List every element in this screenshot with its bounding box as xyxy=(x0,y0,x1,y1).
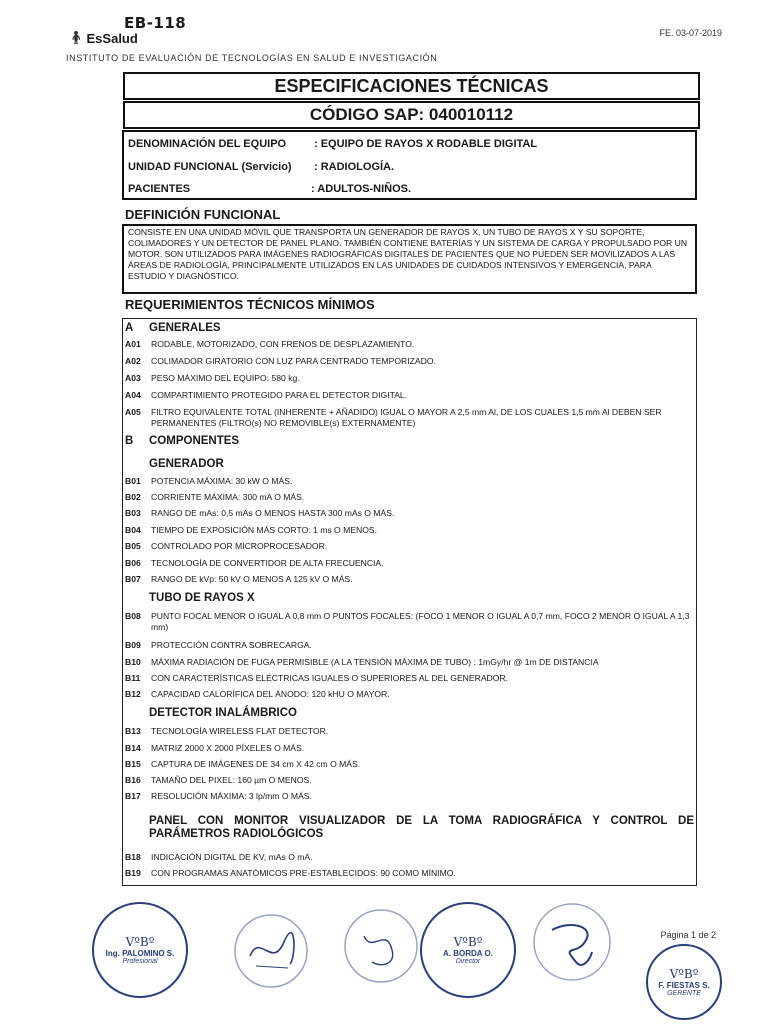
equipment-row xyxy=(128,138,538,150)
patients-value: : ADULTOS-NIÑOS. xyxy=(311,183,412,195)
people-icon: 🧍︎ xyxy=(68,30,84,45)
equipment-label: DENOMINACIÓN DEL EQUIPO xyxy=(128,138,287,150)
essalud-logo xyxy=(68,30,138,46)
approval-stamp: VºBº Ing. PALOMINO S. Profesional xyxy=(92,902,188,998)
sap-code: CÓDIGO SAP: 040010112 xyxy=(123,101,700,129)
detector-title: DETECTOR INALÁMBRICO xyxy=(149,707,298,719)
page-number: Página 1 de 2 xyxy=(660,930,716,940)
section-b-letter: B xyxy=(125,435,134,447)
section-a-title: GENERALES xyxy=(149,322,221,334)
unit-row xyxy=(128,161,395,173)
equipment-info-box xyxy=(122,130,697,200)
section-a-letter: A xyxy=(125,322,134,334)
patients-label: PACIENTES xyxy=(128,183,191,195)
tube-title: TUBO DE RAYOS X xyxy=(149,592,255,604)
patients-row xyxy=(128,183,412,195)
signature-seal xyxy=(342,906,420,986)
document-date: FE. 03-07-2019 xyxy=(659,28,722,38)
brand-name: EsSalud xyxy=(86,30,138,46)
signature-seal xyxy=(232,912,310,990)
requirements-heading: REQUERIMIENTOS TÉCNICOS MÍNIMOS xyxy=(125,297,375,312)
page-title: ESPECIFICACIONES TÉCNICAS xyxy=(123,72,700,100)
institute-name: INSTITUTO DE EVALUACIÓN DE TECNOLOGÍAS EN SALUD E INVESTIGACIÓN xyxy=(66,53,438,63)
unit-label: UNIDAD FUNCIONAL (Servicio) xyxy=(128,161,292,173)
panel-title: PANEL CON MONITOR VISUALIZADOR DE LA TOMA RADIOGRÁFICA Y CONTROL DE PARÁMETROS RADIOLÓGICOS xyxy=(149,815,694,840)
definition-heading: DEFINICIÓN FUNCIONAL xyxy=(125,207,281,222)
document-code: EB-118 xyxy=(124,14,187,32)
unit-value: : RADIOLOGÍA. xyxy=(314,161,395,173)
requirements-box: A GENERALES A01 RODABLE, MOTORIZADO, CON FRENOS DE DESPLAZAMIENTO. A02 COLIMADOR GIRATORIO CON LUZ PARA CENTRADO TEMPORIZADO. A03 PESO MÁXIMO DEL EQUIPO: 580 kg. A04 COMPARTIMIENTO PROTEGIDO PARA EL DETECTOR DIGITAL. A05 FILTRO EQUIVALENTE TOTAL (INHERENTE + AÑADIDO) IGUAL O MAYOR A 2,5 mm Al, DE LOS CUALES 1,5 mm Al DEBEN SER PERMANENTES (FILTRO(s) NO REMOVIBLE(s) EXTERNAMENTE) B COMPONENTES GENERADOR B01 POTENCIA MÁXIMA: 30 kW O MÁS. B02 CORRIENTE MÁXIMA: 300 mA O MÁS. B03 RANGO DE mAs: 0,5 mAs O MENOS HASTA 300 mAs O MÁS. B04 TIEMPO DE EXPOSICIÓN MÁS CORTO: 1 ms O MENOS. B05 CONTROLADO POR MICROPROCESADOR. B06 TECNOLOGÍA DE CONVERTIDOR DE ALTA FRECUENCIA. B07 RANGO DE kVp: 50 kV O MENOS A 125 kV O MÁS. TUBO DE RAYOS X B08 PUNTO FOCAL MENOR O IGUAL A 0,8 mm O PUNTOS FOCALES: (FOCO 1 MENOR O IGUAL A 0,7 mm, FOCO 2 MENOR O IGUAL A 1,3 mm) B09 PROTECCIÓN CONTRA SOBRECARGA. B10 MÁXIMA RADIACIÓN DE FUGA PERMISIBLE (A LA TENSIÓN MÁXIMA DE TUBO) : 1mGy/hr @ 1m DE DISTANCIA B11 CON CARACTERÍSTICAS ELÉCTRICAS IGUALES O SUPERIORES AL DEL GENERADOR. B12 CAPACIDAD CALORÍFICA DEL ÁNODO: 120 kHU O MAYOR. DETECTOR INALÁMBRICO B13 TECNOLOGÍA WIRELESS FLAT DETECTOR. B14 MATRIZ 2000 X 2000 PÍXELES O MÁS. B15 CAPTURA DE IMÁGENES DE 34 cm X 42 cm O MÁS. B16 TAMAÑO DEL PIXEL: 160 µm O MENOS. B17 RESOLUCIÓN MÁXIMA: 3 lp/mm O MÁS. PANEL CON MONITOR VISUALIZADOR DE LA TOMA RADIOGRÁFICA Y CONTROL DE PARÁMETROS RADIOLÓGICOS B18 INDICACIÓN DIGITAL DE KV, mAs O mA. B19 CON PROGRAMAS ANATÓMICOS PRE-ESTABLECIDOS: 90 COMO MÍNIMO. xyxy=(122,318,697,886)
manager-stamp: VºBº F. FIESTAS S. GERENTE xyxy=(646,944,722,1020)
director-stamp: VºBº A. BORDA O. Director xyxy=(420,902,516,998)
definition-text: CONSISTE EN UNA UNIDAD MÓVIL QUE TRANSPORTA UN GENERADOR DE RAYOS X, UN TUBO DE RAYOS X Y SU SOPORTE, COLIMADORES Y UN DETECTOR DE PANEL PLANO. TAMBIÉN CONTIENE BATERÍAS Y UN SISTEMA DE CARGA Y PROPULSADO POR UN MOTOR. SON UTILIZADOS PARA IMÁGENES RADIOGRÁFICAS DIGITALES DE PACIENTES QUE NO PUEDEN SER MOVILIZADOS A LAS ÁREAS DE RADIOLOGÍA, PRINCIPALMENTE UTILIZADOS EN LAS UNIDADES DE CUIDADOS INTENSIVOS Y EMERGENCIA, PARA ESTUDIO Y DIAGNÓSTICO. xyxy=(122,224,697,294)
section-b-title: COMPONENTES xyxy=(149,435,240,447)
equipment-value: : EQUIPO DE RAYOS X RODABLE DIGITAL xyxy=(314,138,538,150)
generator-title: GENERADOR xyxy=(149,458,224,470)
signature-seal xyxy=(530,900,614,984)
